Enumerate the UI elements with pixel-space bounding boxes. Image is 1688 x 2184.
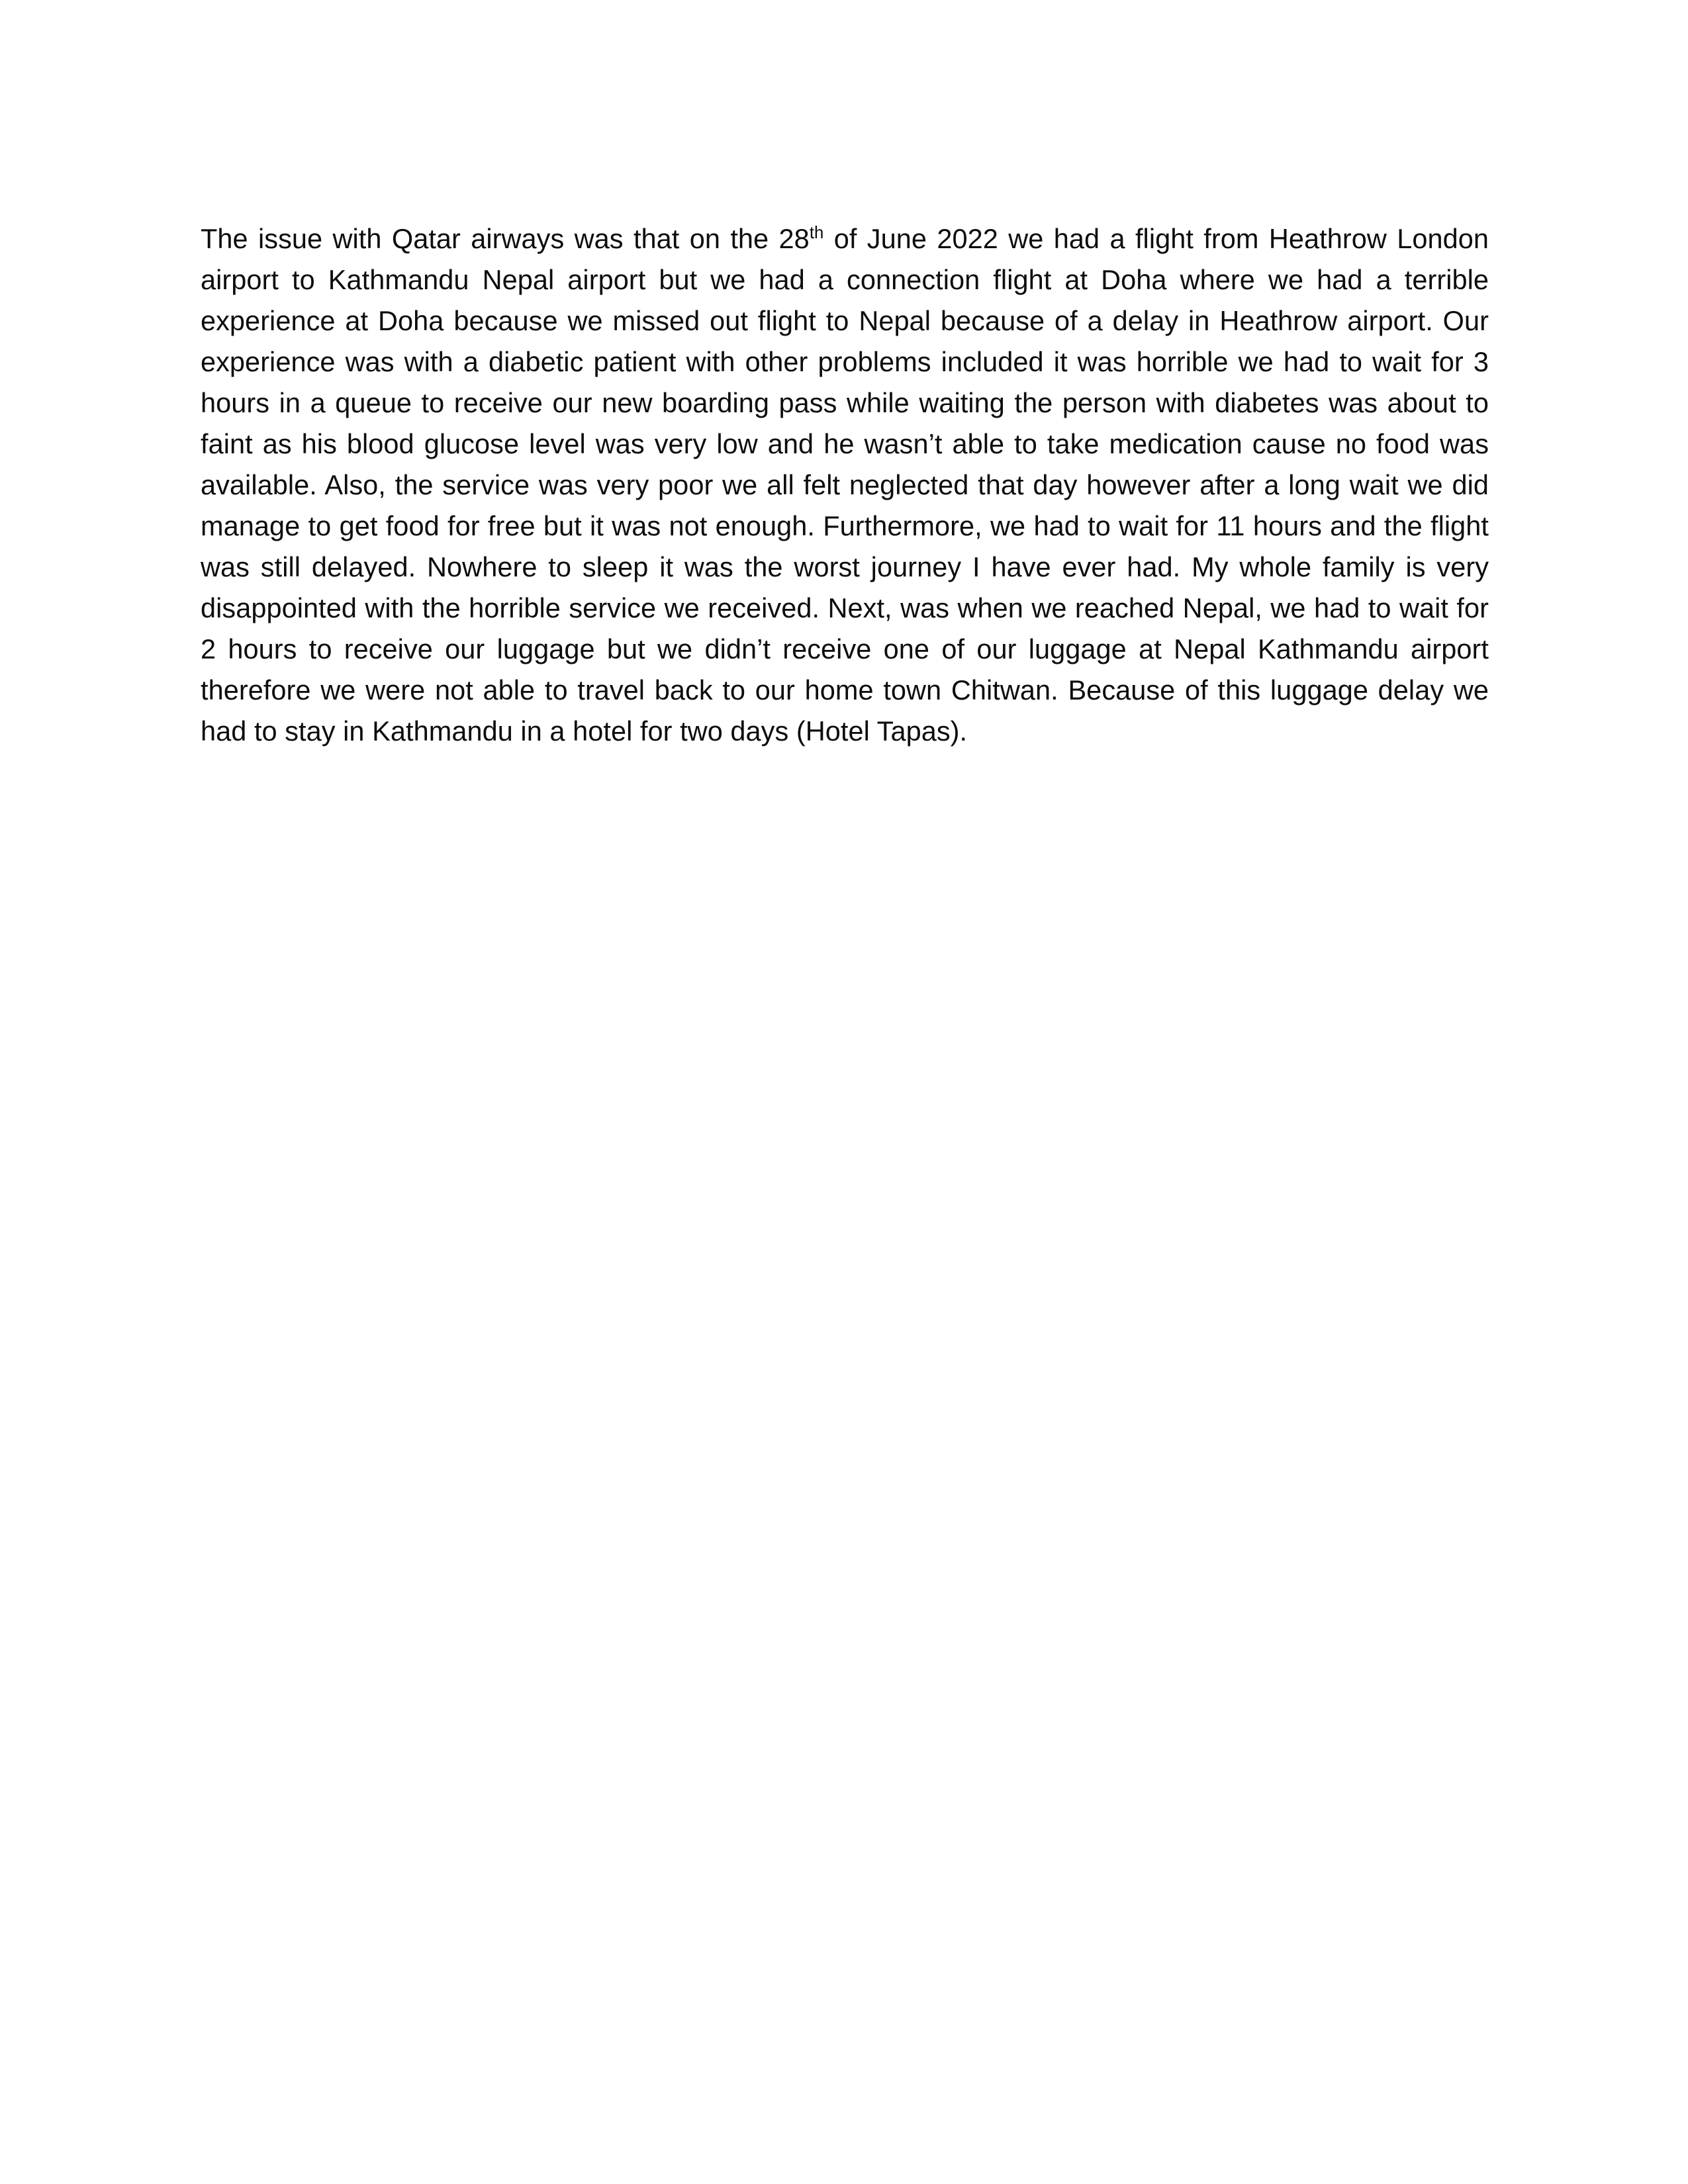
ordinal-superscript: th: [809, 223, 824, 242]
paragraph-segment-after-superscript: of June 2022 we had a flight from Heathrow London airport to Kathmandu Nepal airport but we had a connection flight at Doha where we had a terrible experience at Doha because we missed out flight to Nepal because of a delay in Heathrow airport. Our experience was with a diabetic patient with other problems included it was horrible we had to wait for 3 hours in a queue to receive our new boarding pass while waiting the person with diabetes was about to faint as his blood glucose level was very low and he wasn’t able to take medication cause no food was available. Also, the service was very poor we all felt neglected that day however after a long wait we did manage to get food for free but it was not enough. Furthermore, we had to wait for 11 hours and the flight was still delayed. Nowhere to sleep it was the worst journey I have ever had. My whole family is very disappointed with the horrible service we received. Next, was when we reached Nepal, we had to wait for 2 hours to receive our luggage but we didn’t receive one of our luggage at Nepal Kathmandu airport therefore we were not able to travel back to our home town Chitwan. Because of this luggage delay we had to stay in Kathmandu in a hotel for two days (Hotel Tapas).: [201, 222, 1489, 747]
paragraph-segment-before-superscript: The issue with Qatar airways was that on the 28: [201, 222, 810, 254]
body-paragraph: [201, 218, 1489, 752]
